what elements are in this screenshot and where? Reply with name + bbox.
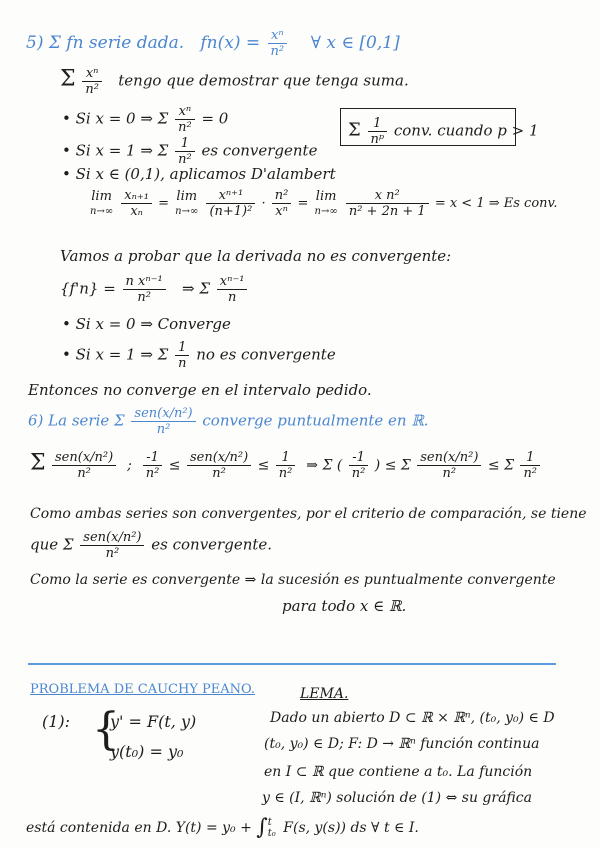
box-text: conv. cuando p > 1 (393, 121, 539, 140)
fraction-denominator: xⁿ (275, 204, 288, 219)
fraction-numerator: -1 (349, 450, 369, 466)
fraction-numerator: xⁿ (175, 104, 195, 120)
fraction-denominator: n² (137, 290, 151, 305)
fraction-numerator: 1 (368, 116, 388, 132)
paren-close: ) ≤ Σ (374, 457, 411, 474)
ivp-equation: y' = F(t, y) (110, 712, 197, 731)
fraction-numerator: xⁿ (268, 28, 288, 44)
domain: ∀ x ∈ [0,1] (310, 33, 400, 53)
problem-5-title (26, 28, 400, 59)
case-text: Si x ∈ (0,1), aplicamos D'alambert (75, 165, 336, 183)
integral-sign: ∫ (256, 815, 268, 840)
deriv-case-x1: • Si x = 1 ⇒ Σ $\frac{1}{n}$ no es convergente (62, 340, 336, 371)
ivp-initial: y(t₀) = y₀ (110, 742, 184, 761)
lim-word: lim (315, 188, 337, 204)
le-sign: ≤ (168, 457, 181, 474)
fraction-numerator: x n² (346, 188, 429, 204)
implies: ⇒ Σ ( (306, 457, 343, 474)
case-result: no es convergente (196, 345, 336, 364)
dot: · (261, 196, 266, 211)
p5-title: 5) Σ fn serie dada. (26, 33, 185, 53)
fraction-numerator: 1 (175, 136, 195, 152)
fn-fraction (268, 28, 288, 59)
problem-6-title (28, 406, 429, 437)
fraction-denominator: n² (85, 82, 99, 97)
integral-lower: t₀ (267, 828, 276, 839)
fraction-denominator: n² (351, 466, 366, 481)
series-intro: Σ $\frac{\text{xⁿ}}{\text{n²}}$ tengo que demostrar que tenga suma. (60, 66, 409, 97)
fraction-numerator: xⁿ⁺¹ (206, 188, 255, 204)
fraction-numerator: 1 (520, 450, 540, 466)
limit-result: = x < 1 ⇒ Es conv. (434, 196, 558, 211)
limit (90, 189, 113, 219)
fraction-denominator: (n+1)² (209, 204, 253, 219)
p6-pointwise: Como la serie es convergente ⇒ la sucesión es puntualmente convergente (30, 572, 556, 588)
fraction-denominator: n² (77, 466, 91, 481)
dalembert-limit: lim n→∞ $\frac{\text{xₙ₊₁}}{\text{xₙ}}$ = lim n→∞ $\frac{\text{xⁿ⁺¹}}{\text{(n+1)²}}$ · $\frac{\text{n²}}{\text{xⁿ}}$ = lim n→∞ $\frac{\text{x n²}}{\text{n² + 2n + 1}}$ = x < 1 ⇒ Es conv. (90, 188, 558, 219)
seq-label: {f'n} = (60, 279, 116, 298)
separator: ; (127, 457, 132, 474)
lim-sub: n→∞ (90, 205, 114, 217)
fraction-denominator: n² (442, 466, 457, 481)
fraction-numerator: sen(x/n²) (417, 450, 481, 466)
case-fraction (175, 104, 195, 135)
fraction-denominator: n (227, 290, 237, 305)
case-text: Si x = 0 ⇒ Σ (75, 109, 169, 128)
limit (175, 189, 198, 219)
fraction-numerator: n xⁿ⁻¹ (123, 274, 166, 290)
case-text: Si x = 1 ⇒ Σ (75, 141, 169, 160)
sum-fraction (82, 66, 102, 97)
fraction-denominator: n² (278, 466, 293, 481)
fraction-numerator: sen(x/n²) (131, 406, 195, 422)
section-divider (28, 663, 556, 665)
case-text: Si x = 1 ⇒ Σ (75, 345, 169, 364)
p6-convergent (30, 530, 272, 561)
arrow-sum: ⇒ Σ (182, 279, 210, 298)
c2-pre: que Σ (30, 535, 74, 554)
le-sum: ≤ Σ (487, 457, 514, 474)
ivp-brace: { (92, 704, 120, 755)
p-series-note: Σ $\frac{1}{\text{nᵖ}}$ conv. cuando p > 1 (348, 116, 539, 147)
fraction-numerator: sen(x/n²) (52, 450, 116, 466)
fraction-numerator: xⁿ (82, 66, 102, 82)
p6-comparison: Como ambas series son convergentes, por el criterio de comparación, se tiene (30, 506, 587, 522)
limit (315, 189, 338, 219)
fraction-denominator: n² (523, 466, 538, 481)
p6-title-post: converge puntualmente en ℝ. (202, 411, 429, 430)
lema-line-3: en I ⊂ ℝ que contiene a t₀. La función (264, 764, 533, 780)
lim-word: lim (91, 188, 112, 204)
intro-text: tengo que demostrar que tenga suma. (118, 71, 409, 90)
fraction-denominator: xₙ (130, 204, 143, 219)
lema-line-1: Dado un abierto D ⊂ ℝ × ℝⁿ, (t₀, y₀) ∈ D (270, 710, 555, 726)
lema-line-5 (26, 816, 419, 839)
cauchy-title: PROBLEMA DE CAUCHY PEANO. (30, 682, 256, 697)
derivative-intro: Vamos a probar que la derivada no es convergente: (60, 247, 452, 265)
fraction-denominator: n² + 2n + 1 (348, 204, 426, 219)
fraction-numerator: sen(x/n²) (187, 450, 251, 466)
case-text: Si x = 0 ⇒ Converge (75, 315, 231, 333)
lim-word: lim (176, 188, 198, 204)
case-result: = 0 (201, 109, 229, 128)
fraction-numerator: 1 (276, 450, 296, 466)
lema-heading: LEMA. (300, 686, 349, 702)
case-fraction (175, 136, 195, 167)
le-sign: ≤ (257, 457, 270, 474)
fraction-numerator: sen(x/n²) (80, 530, 144, 546)
l5-pre: está contenida en D. Y(t) = y₀ + (26, 820, 252, 836)
fraction-denominator: n² (178, 120, 192, 135)
derivative-sequence (60, 274, 249, 305)
p5-conclusion: Entonces no converge en el intervalo pedido. (28, 381, 372, 399)
case-x0: • Si x = 0 ⇒ Σ $\frac{\text{xⁿ}}{\text{n²}}$ = 0 (62, 104, 229, 135)
fraction-denominator: n (178, 356, 187, 371)
fn-definition: fn(x) = (200, 33, 261, 53)
case-x1: • Si x = 1 ⇒ Σ $\frac{1}{\text{n²}}$ es convergente (62, 136, 318, 167)
case-result: es convergente (201, 141, 318, 160)
fraction-denominator: n² (270, 44, 285, 59)
box-fraction (368, 116, 388, 147)
lim-sub: n→∞ (314, 205, 338, 217)
case-open-interval: • Si x ∈ (0,1), aplicamos D'alambert (62, 165, 336, 183)
fraction-denominator: nᵖ (370, 132, 385, 147)
ivp-label: (1): (42, 712, 71, 731)
deriv-case-x0: • Si x = 0 ⇒ Converge (62, 315, 231, 333)
p6-inequality: Σ $\frac{\text{sen(x/n²)}}{\text{n²}}$ ; $\frac{-1}{\text{n²}}$ ≤ $\frac{\text{sen(x/n²)}}{\text{n²}}$ ≤ $\frac{1}{\text{n²}}$ ⇒ Σ ( $\frac{-1}{\text{n²}}$ ) ≤ Σ $\frac{\text{sen(x/n²)}}{\text{n²}}$ ≤ Σ $\frac{1}{\text{n²}}$ (30, 450, 542, 481)
c2-post: es convergente. (151, 535, 273, 554)
fraction-denominator: n² (178, 152, 192, 167)
p6-for-all: para todo x ∈ ℝ. (282, 597, 407, 615)
lim-sub: n→∞ (175, 205, 199, 217)
fraction-denominator: n² (105, 546, 120, 561)
integral-upper: t (267, 817, 272, 828)
fraction-numerator: n² (272, 188, 292, 204)
lema-line-2: (t₀, y₀) ∈ D; F: D → ℝⁿ función continua (264, 736, 540, 752)
fraction-denominator: n² (212, 466, 226, 481)
fraction-numerator: 1 (175, 340, 189, 356)
fraction-denominator: n² (145, 466, 160, 481)
p6-title-pre: 6) La serie Σ (28, 411, 125, 430)
l5-post: F(s, y(s)) ds ∀ t ∈ I. (283, 820, 419, 836)
fraction-denominator: n² (156, 422, 171, 437)
fraction-numerator: xⁿ⁻¹ (217, 274, 248, 290)
fraction-numerator: -1 (143, 450, 163, 466)
fraction-numerator: xₙ₊₁ (121, 188, 152, 204)
lema-line-4: y ∈ (I, ℝⁿ) solución de (1) ⇔ su gráfica (262, 790, 532, 806)
